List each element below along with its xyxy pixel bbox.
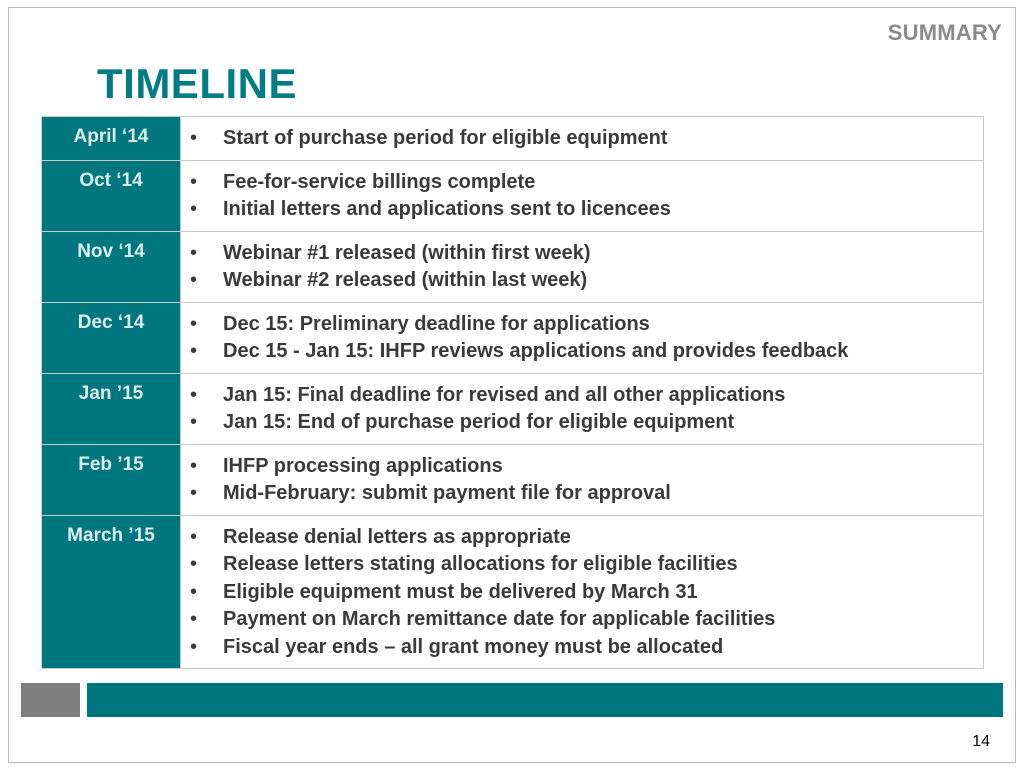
timeline-item-text: Release denial letters as appropriate xyxy=(223,525,571,548)
footer-bar-teal xyxy=(87,683,1003,717)
bullet-icon: • xyxy=(190,198,198,220)
timeline-date: March ’15 xyxy=(42,515,181,669)
bullet-icon: • xyxy=(190,635,198,658)
footer-bar-gray xyxy=(21,683,80,717)
list-item xyxy=(181,579,983,607)
table-row xyxy=(42,515,984,669)
section-label: SUMMARY xyxy=(887,20,1002,45)
bullet-icon: • xyxy=(190,312,198,335)
list-item xyxy=(181,338,983,366)
table-row xyxy=(42,160,984,231)
bullet-icon: • xyxy=(190,340,198,362)
list-item xyxy=(181,634,983,662)
bullet-icon: • xyxy=(190,525,198,548)
timeline-item-text: Jan 15: End of purchase period for eligible equipment xyxy=(223,411,735,433)
timeline-item-text: Fiscal year ends – all grant money must be allocated xyxy=(223,635,724,658)
list-item xyxy=(181,196,983,224)
list-item xyxy=(181,551,983,579)
timeline-items xyxy=(181,444,984,515)
timeline-table xyxy=(41,116,984,669)
timeline-item-text: IHFP processing applications xyxy=(223,454,503,477)
timeline-items xyxy=(181,160,984,231)
page-title: TIMELINE xyxy=(97,60,297,107)
bullet-icon: • xyxy=(190,454,198,477)
list-item xyxy=(181,409,983,437)
table-row xyxy=(42,302,984,373)
timeline-items xyxy=(181,231,984,302)
list-item xyxy=(181,267,983,295)
list-item xyxy=(181,382,983,410)
timeline-item-text: Payment on March remittance date for applicable facilities xyxy=(223,608,776,630)
list-item xyxy=(181,240,983,268)
timeline-date: Feb ’15 xyxy=(42,444,181,515)
bullet-icon: • xyxy=(190,411,198,433)
list-item xyxy=(181,453,983,481)
timeline-item-text: Eligible equipment must be delivered by March 31 xyxy=(223,580,698,603)
table-row xyxy=(42,444,984,515)
timeline-date: April ‘14 xyxy=(42,117,181,161)
timeline-item-text: Jan 15: Final deadline for revised and all other applications xyxy=(223,383,786,406)
timeline-date: Jan ’15 xyxy=(42,373,181,444)
list-item xyxy=(181,524,983,552)
timeline-items xyxy=(181,117,984,161)
timeline-item-list xyxy=(181,516,983,669)
timeline-item-text: Dec 15 - Jan 15: IHFP reviews applications and provides feedback xyxy=(223,340,849,362)
bullet-icon: • xyxy=(190,553,198,575)
timeline-items xyxy=(181,515,984,669)
list-item xyxy=(181,311,983,339)
table-row xyxy=(42,117,984,161)
timeline-items xyxy=(181,373,984,444)
table-row xyxy=(42,231,984,302)
timeline-item-text: Webinar #2 released (within last week) xyxy=(223,269,588,291)
timeline-date: Dec ‘14 xyxy=(42,302,181,373)
timeline-item-text: Dec 15: Preliminary deadline for applications xyxy=(223,312,650,335)
timeline-date: Nov ‘14 xyxy=(42,231,181,302)
table-row xyxy=(42,373,984,444)
list-item xyxy=(181,169,983,197)
timeline-item-list xyxy=(181,303,983,373)
page-number: 14 xyxy=(972,733,990,750)
bullet-icon: • xyxy=(190,127,198,149)
list-item xyxy=(181,606,983,634)
bullet-icon: • xyxy=(190,269,198,291)
list-item xyxy=(181,480,983,508)
timeline-date: Oct ‘14 xyxy=(42,160,181,231)
timeline-item-text: Mid-February: submit payment file for approval xyxy=(223,482,671,504)
list-item xyxy=(181,125,983,153)
timeline-item-text: Fee-for-service billings complete xyxy=(223,170,536,193)
timeline-body xyxy=(42,117,984,669)
bullet-icon: • xyxy=(190,383,198,406)
bullet-icon: • xyxy=(190,241,198,264)
timeline-item-text: Start of purchase period for eligible equipment xyxy=(223,127,668,149)
timeline-item-list xyxy=(181,117,983,160)
timeline-item-list xyxy=(181,232,983,302)
timeline-item-text: Webinar #1 released (within first week) xyxy=(223,241,591,264)
bullet-icon: • xyxy=(190,482,198,504)
timeline-item-text: Release letters stating allocations for eligible facilities xyxy=(223,553,738,575)
bullet-icon: • xyxy=(190,608,198,630)
bullet-icon: • xyxy=(190,170,198,193)
timeline-item-list xyxy=(181,161,983,231)
bullet-icon: • xyxy=(190,580,198,603)
timeline-item-text: Initial letters and applications sent to licencees xyxy=(223,198,671,220)
timeline-items xyxy=(181,302,984,373)
timeline-item-list xyxy=(181,374,983,444)
timeline-item-list xyxy=(181,445,983,515)
